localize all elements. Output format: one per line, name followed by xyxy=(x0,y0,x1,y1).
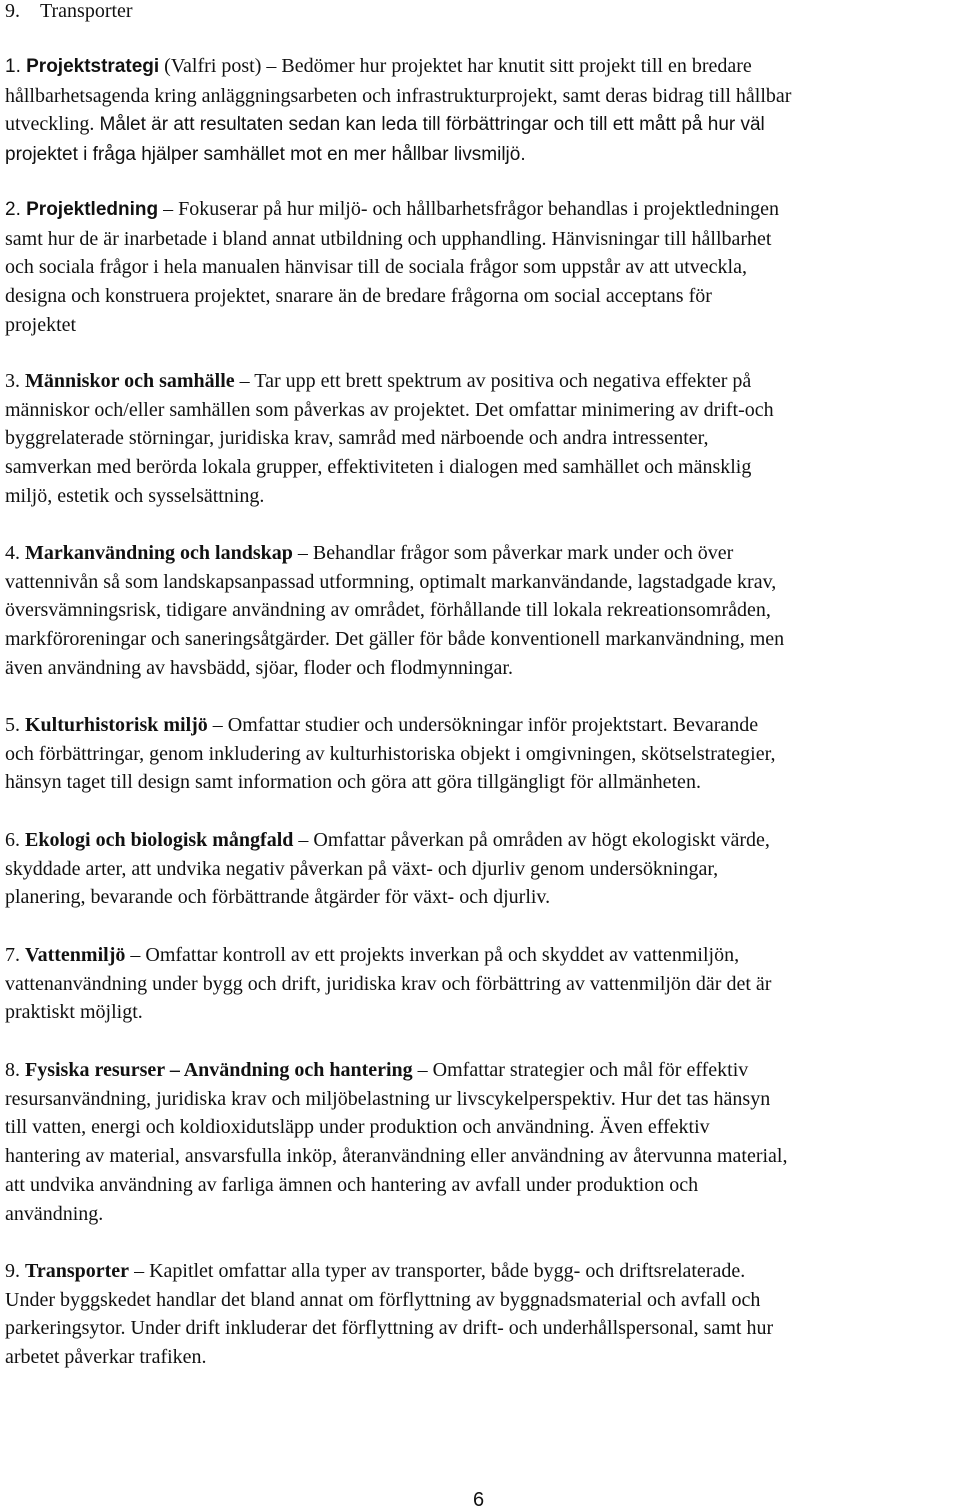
list-item-transporter xyxy=(5,0,133,25)
text-line xyxy=(5,1142,955,1171)
text-run: – Tar upp ett brett spektrum av positiva och negativa effekter på xyxy=(234,370,752,392)
text-run: arbetet påverkar trafiken. xyxy=(5,1346,207,1369)
text-run: – Omfattar strategier och mål för effektiv xyxy=(412,1059,749,1081)
text-run: planering, bevarande och förbättrande åtgärder för växt- och djurliv. xyxy=(5,886,551,909)
text-line xyxy=(5,1085,955,1114)
section-heading: Fysiska resurser – Användning och hantering xyxy=(25,1059,413,1081)
section-markanvandning-och-landskap xyxy=(5,539,955,683)
section-projektledning xyxy=(5,195,955,340)
text-run: – Omfattar kontroll av ett projekts inverkan på och skyddet av vattenmiljön, xyxy=(125,944,740,966)
list-item-number: 9. xyxy=(5,0,20,22)
text-line xyxy=(5,225,955,254)
text-line xyxy=(5,998,955,1027)
text-line xyxy=(5,1113,955,1142)
text-run: 1. xyxy=(5,56,27,77)
text-run: utveckling. xyxy=(5,113,100,136)
text-run: hänsyn taget till design samt information och göra att göra tillgängligt för allmänheten. xyxy=(5,771,701,794)
text-line xyxy=(5,1171,955,1200)
text-line xyxy=(5,711,955,740)
text-run: parkeringsytor. Under drift inkluderar det förflyttning av drift- och underhållspersonal, samt hur xyxy=(5,1317,774,1340)
text-line xyxy=(5,367,955,396)
text-line xyxy=(5,1314,955,1343)
text-line xyxy=(5,740,955,769)
text-line xyxy=(5,1343,955,1372)
text-line xyxy=(5,625,955,654)
text-run: resursanvändning, juridiska krav och miljöbelastning ur livscykelperspektiv. Hur det tas hänsyn xyxy=(5,1087,771,1110)
text-run: 8. xyxy=(5,1059,25,1081)
text-line xyxy=(5,768,955,797)
text-line xyxy=(5,1056,955,1085)
text-run: 2. xyxy=(5,199,27,220)
section-heading: Ekologi och biologisk mångfald xyxy=(25,829,294,851)
text-line xyxy=(5,82,955,111)
section-heading: Projektstrategi xyxy=(26,56,160,77)
section-fysiska-resurser xyxy=(5,1056,955,1228)
section-manniskor-och-samhalle xyxy=(5,367,955,511)
text-line xyxy=(5,482,955,511)
text-line xyxy=(5,140,955,170)
text-line xyxy=(5,311,955,340)
text-run: och sociala frågor i hela manualen hänvisar till de sociala frågor som uppstår av att utveckla, xyxy=(5,256,747,279)
text-run: projektet xyxy=(5,313,77,336)
text-line xyxy=(5,110,955,140)
text-run: praktiskt möjligt. xyxy=(5,1001,143,1024)
text-run: 4. xyxy=(5,542,25,564)
text-run: 6. xyxy=(5,829,25,851)
text-run: 9. xyxy=(5,1260,25,1282)
text-line xyxy=(5,539,955,568)
text-run: hantering av material, ansvarsfulla inköp, återanvändning eller användning av återvunna material, xyxy=(5,1145,788,1168)
section-heading: Transporter xyxy=(25,1260,130,1282)
text-line xyxy=(5,453,955,482)
text-run: samt hur de är inarbetade i bland annat utbildning och upphandling. Hänvisningar till hållbarhet xyxy=(5,227,772,250)
text-run: Under byggskedet handlar det bland annat om förflyttning av byggnadsmaterial och avfall och xyxy=(5,1288,761,1311)
text-run: vattenanvändning under bygg och drift, juridiska krav och förbättring av vattenmiljön där det är xyxy=(5,972,772,995)
text-line xyxy=(5,654,955,683)
section-heading: Projektledning xyxy=(26,199,159,220)
text-line xyxy=(5,941,955,970)
text-line xyxy=(5,855,955,884)
text-line xyxy=(5,970,955,999)
text-line xyxy=(5,424,955,453)
list-item-label: Transporter xyxy=(40,0,133,22)
section-heading: Vattenmiljö xyxy=(25,944,126,966)
text-line xyxy=(5,826,955,855)
text-run: samverkan med berörda lokala grupper, effektiviteten i dialogen med samhället och mänsklig xyxy=(5,456,752,479)
text-run: 3. xyxy=(5,370,25,392)
text-run: projektet i fråga hjälper samhället mot en mer hållbar livsmiljö. xyxy=(5,144,526,166)
text-line xyxy=(5,396,955,425)
text-line xyxy=(5,1286,955,1315)
section-transporter xyxy=(5,1257,955,1372)
text-line xyxy=(5,282,955,311)
text-line xyxy=(5,568,955,597)
text-line xyxy=(5,1200,955,1229)
text-run: människor och/eller samhällen som påverkas av projektet. Det omfattar minimering av drift-och xyxy=(5,398,774,421)
section-heading: Människor och samhälle xyxy=(25,370,235,392)
text-run: – Behandlar frågor som påverkar mark under och över xyxy=(292,542,734,564)
text-line xyxy=(5,253,955,282)
text-run: – Kapitlet omfattar alla typer av transporter, både bygg- och driftsrelaterade. xyxy=(129,1260,746,1282)
text-run: hållbarhetsagenda kring anläggningsarbeten och infrastrukturprojekt, samt deras bidrag till hållbar xyxy=(5,84,792,107)
text-run: användning. xyxy=(5,1202,104,1225)
page-number: 6 xyxy=(473,1489,485,1511)
text-run: och förbättringar, genom inkludering av kulturhistoriska objekt i omgivningen, skötselstrategier, xyxy=(5,742,776,765)
text-run: (Valfri post) – Bedömer hur projektet har knutit sitt projekt till en bredare xyxy=(159,55,752,77)
text-run: skyddade arter, att undvika negativ påverkan på växt- och djurliv genom undersökningar, xyxy=(5,857,719,880)
text-line xyxy=(5,1257,955,1286)
section-heading: Kulturhistorisk miljö xyxy=(25,714,208,736)
text-run: – Fokuserar på hur miljö- och hållbarhetsfrågor behandlas i projektledningen xyxy=(158,198,780,220)
text-run: designa och konstruera projektet, snarare än de bredare frågorna om social acceptans för xyxy=(5,285,712,308)
section-vattenmiljo xyxy=(5,941,955,1027)
section-ekologi-och-biologisk-mangfald xyxy=(5,826,955,912)
text-run: markföroreningar och saneringsåtgärder. Det gäller för både konventionell markanvändning, men xyxy=(5,628,785,651)
text-line xyxy=(5,52,955,82)
text-run: även användning av havsbädd, sjöar, floder och flodmynningar. xyxy=(5,656,513,679)
text-run: – Omfattar påverkan på områden av högt ekologiskt värde, xyxy=(293,829,770,851)
text-line xyxy=(5,883,955,912)
text-run: Målet är att resultaten sedan kan leda till förbättringar och till ett mått på hur väl xyxy=(99,114,765,136)
text-run: översvämningsrisk, tidigare användning av området, förhållande till lokala rekreationsområden, xyxy=(5,599,771,622)
text-run: vattennivån så som landskapsanpassad utformning, optimalt markanvändande, lagstadgade krav, xyxy=(5,570,777,593)
text-run: att undvika användning av farliga ämnen och hantering av avfall under produktion och xyxy=(5,1173,699,1196)
section-projektstrategi xyxy=(5,52,955,170)
section-heading: Markanvändning och landskap xyxy=(25,542,293,564)
section-kulturhistorisk-miljo xyxy=(5,711,955,797)
text-run: 7. xyxy=(5,944,25,966)
text-run: byggrelaterade störningar, juridiska krav, samråd med närboende och andra intressenter, xyxy=(5,427,709,450)
text-run: miljö, estetik och sysselsättning. xyxy=(5,484,265,507)
text-line xyxy=(5,195,955,225)
text-run: – Omfattar studier och undersökningar inför projektstart. Bevarande xyxy=(207,714,759,736)
text-run: 5. xyxy=(5,714,25,736)
text-run: till vatten, energi och koldioxidutsläpp under produktion och användning. Även effektiv xyxy=(5,1116,710,1139)
text-line xyxy=(5,596,955,625)
